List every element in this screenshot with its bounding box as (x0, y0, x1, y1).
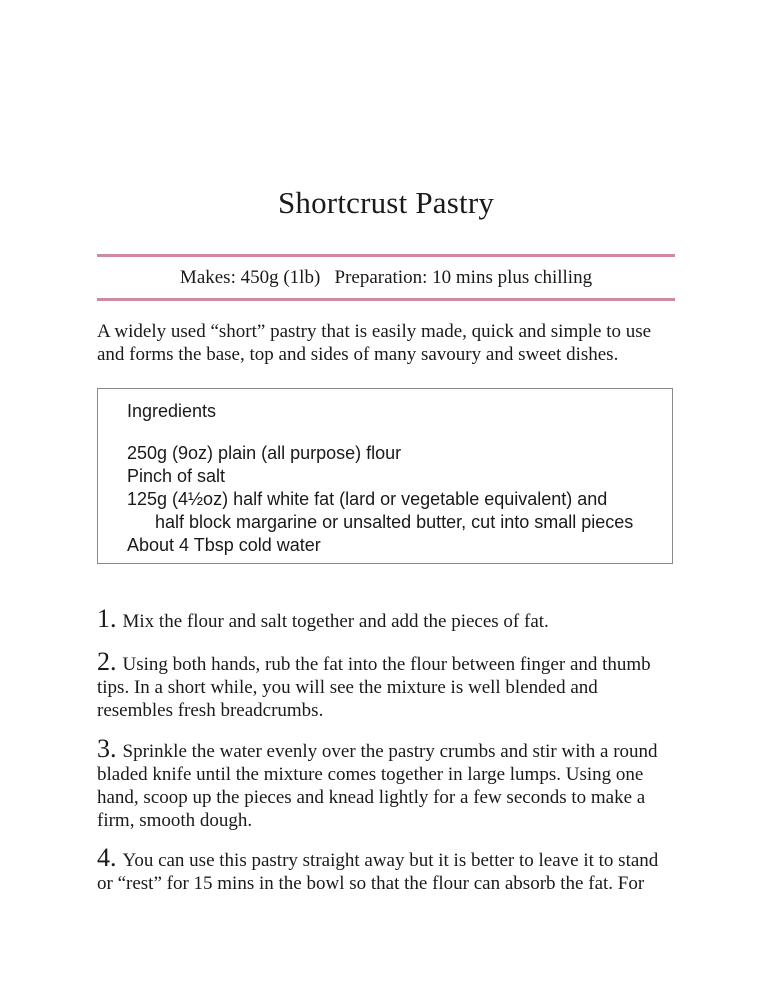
divider-top (97, 254, 675, 257)
recipe-intro (97, 320, 697, 366)
recipe-meta: Makes: 450g (1lb) Preparation: 10 mins plus chilling (179, 267, 593, 288)
ingredient-item: Pinch of salt (127, 466, 226, 486)
method-step-1 (97, 604, 687, 633)
step-text: Using both hands, rub the fat into the flour between finger and thumb (122, 654, 651, 675)
step-text: You can use this pastry straight away but it is better to leave it to stand (122, 850, 659, 871)
step-text: tips. In a short while, you will see the mixture is well blended and (97, 677, 598, 698)
step-number: 1. (97, 604, 117, 633)
step-text: firm, smooth dough. (97, 810, 253, 831)
step-text: bladed knife until the mixture comes together in large lumps. Using one (97, 764, 644, 785)
step-text: hand, scoop up the pieces and knead lightly for a few seconds to make a (97, 787, 646, 808)
ingredient-item-continuation: half block margarine or unsalted butter, cut into small pieces (155, 512, 634, 532)
step-text: Sprinkle the water evenly over the pastry crumbs and stir with a round (122, 741, 658, 762)
method-step-3 (97, 734, 687, 832)
ingredient-item: 250g (9oz) plain (all purpose) flour (127, 443, 402, 463)
ingredients-box (97, 388, 673, 564)
method-step-2 (97, 647, 687, 722)
method-step-4 (97, 843, 687, 895)
step-text: or “rest” for 15 mins in the bowl so that the flour can absorb the fat. For (97, 873, 645, 894)
intro-line: and forms the base, top and sides of many savoury and sweet dishes. (97, 344, 619, 365)
step-line (97, 604, 687, 633)
step-text: Mix the flour and salt together and add the pieces of fat. (122, 611, 549, 632)
step-line (97, 647, 687, 676)
step-number: 4. (97, 843, 117, 872)
intro-line: A widely used “short” pastry that is easily made, quick and simple to use (97, 321, 652, 342)
step-number: 2. (97, 647, 117, 676)
ingredient-item: About 4 Tbsp cold water (127, 535, 321, 555)
step-text: resembles fresh breadcrumbs. (97, 700, 324, 721)
ingredients-list (127, 442, 667, 557)
step-line (97, 843, 687, 872)
ingredient-item: 125g (4½oz) half white fat (lard or vegetable equivalent) and (127, 489, 608, 509)
divider-bottom (97, 298, 675, 301)
step-line (97, 734, 687, 763)
recipe-title: Shortcrust Pastry (277, 185, 495, 220)
ingredients-heading: Ingredients (127, 401, 217, 421)
step-number: 3. (97, 734, 117, 763)
